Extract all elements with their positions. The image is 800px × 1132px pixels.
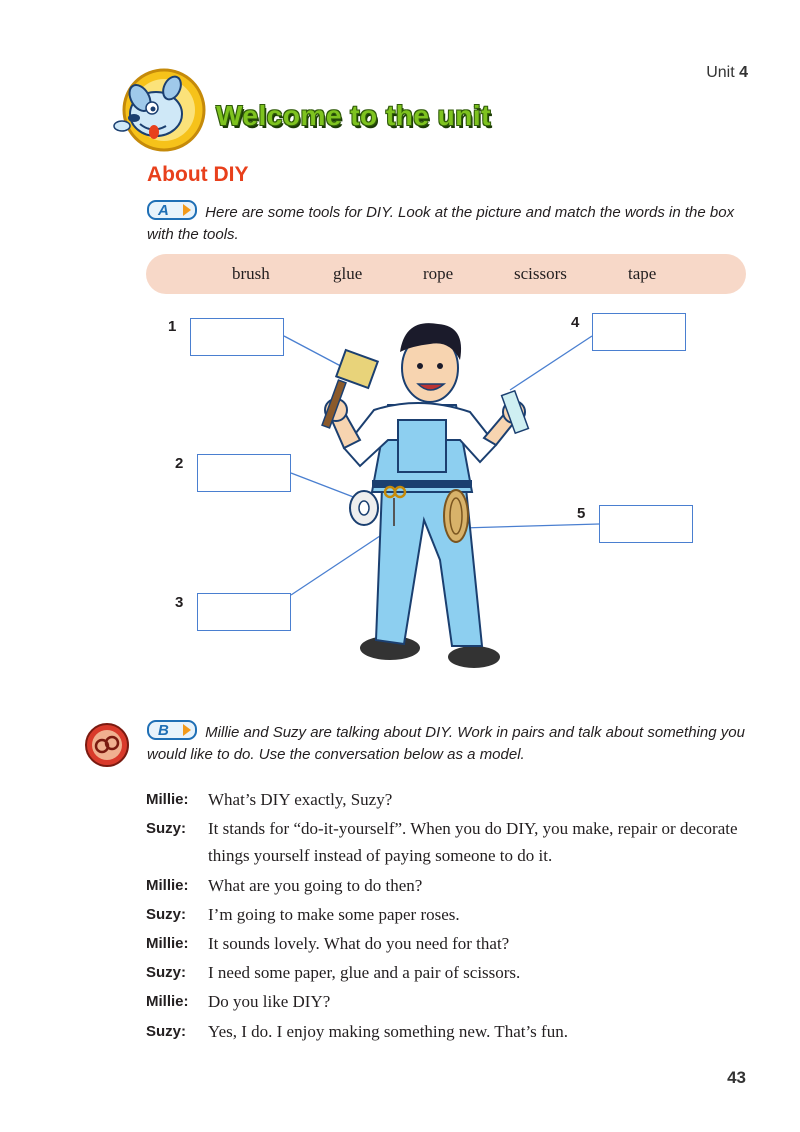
- dialogue-text: It stands for “do-it-yourself”. When you do DIY, you make, repair or decorate things yourself instead of paying someone to do it.: [208, 819, 738, 865]
- word-tape: tape: [628, 264, 657, 283]
- answer-number-5: 5: [577, 505, 586, 522]
- speaker-name: Millie:: [146, 791, 189, 808]
- section-title: About DIY: [147, 163, 249, 186]
- part-b-letter: B: [158, 722, 169, 739]
- answer-number-1: 1: [168, 318, 177, 335]
- speaker-name: Millie:: [146, 935, 189, 952]
- answer-box-3[interactable]: [197, 593, 291, 631]
- part-b-instruction: [147, 720, 757, 766]
- unit-number: 4: [739, 64, 748, 81]
- speaking-activity-icon: [84, 722, 130, 768]
- answer-number-4: 4: [571, 314, 580, 331]
- dialogue-text: What’s DIY exactly, Suzy?: [208, 790, 393, 809]
- speaker-name: Suzy:: [146, 1023, 187, 1040]
- dialogue-text: It sounds lovely. What do you need for that?: [208, 934, 510, 953]
- word-scissors: scissors: [514, 264, 567, 283]
- play-triangle-icon: [183, 724, 191, 736]
- unit-text: Unit: [706, 64, 735, 81]
- word-rope: rope: [423, 264, 454, 283]
- answer-box-5[interactable]: [599, 505, 693, 543]
- answer-box-2[interactable]: [197, 454, 291, 492]
- dialogue-text: Do you like DIY?: [208, 992, 331, 1011]
- speaker-name: Millie:: [146, 877, 189, 894]
- part-a-letter: A: [158, 202, 169, 219]
- dialogue-text: I need some paper, glue and a pair of scissors.: [208, 963, 521, 982]
- answer-number-2: 2: [175, 455, 184, 472]
- part-b-badge: [147, 720, 197, 740]
- page-number: 43: [727, 1068, 746, 1087]
- part-a-text: Here are some tools for DIY. Look at the picture and match the words in the box with the tools.: [147, 204, 735, 243]
- dialogue-text: Yes, I do. I enjoy making something new. That’s fun.: [208, 1022, 568, 1041]
- speaker-name: Millie:: [146, 993, 189, 1010]
- answer-box-1[interactable]: [190, 318, 284, 356]
- unit-title: Welcome to the unit: [216, 100, 491, 131]
- speaker-name: Suzy:: [146, 964, 187, 981]
- answer-number-3: 3: [175, 594, 184, 611]
- speaker-name: Suzy:: [146, 820, 187, 837]
- speaker-name: Suzy:: [146, 906, 187, 923]
- word-brush: brush: [232, 264, 270, 283]
- part-b-text: Millie and Suzy are talking about DIY. Work in pairs and talk about something you would like to do. Use the conversation below as a model.: [147, 724, 745, 763]
- answer-box-4[interactable]: [592, 313, 686, 351]
- dialogue-text: What are you going to do then?: [208, 876, 423, 895]
- word-glue: glue: [333, 264, 363, 283]
- dialogue-text: I’m going to make some paper roses.: [208, 905, 460, 924]
